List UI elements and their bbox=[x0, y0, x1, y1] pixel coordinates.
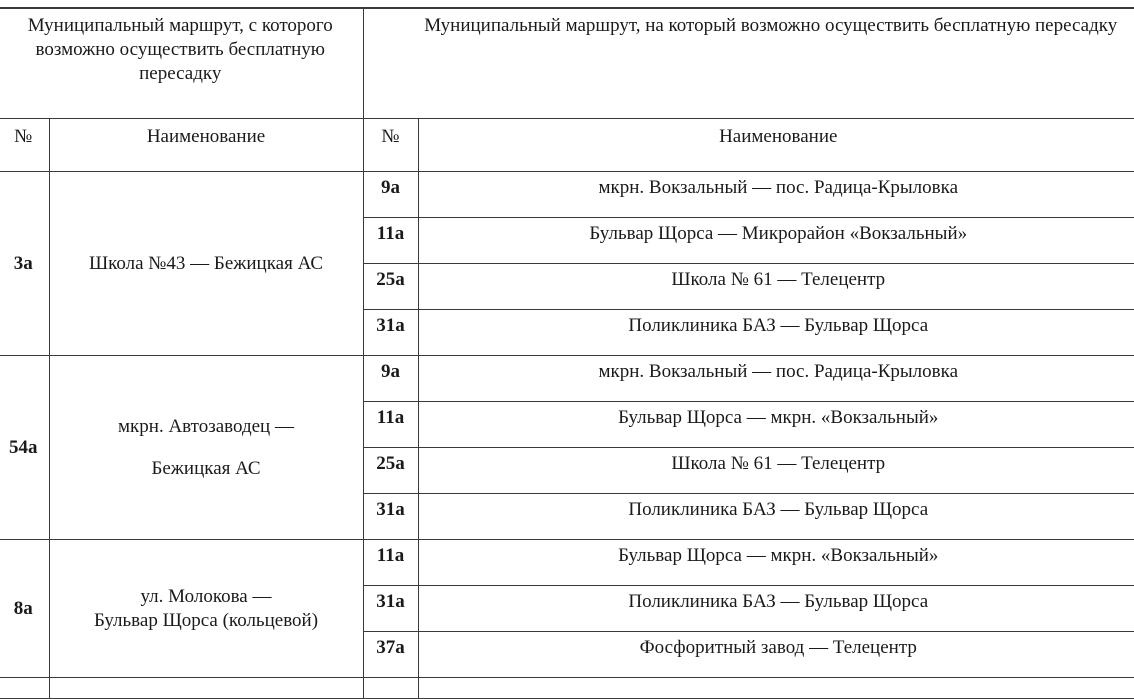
from-num-header: № bbox=[0, 119, 49, 172]
from-route-name bbox=[49, 172, 363, 356]
to-route-number: 11а bbox=[363, 540, 418, 586]
from-name-header: Наименование bbox=[49, 119, 363, 172]
from-route-name bbox=[49, 540, 363, 678]
to-route-name: Бульвар Щорса — Микрорайон «Вокзальный» bbox=[418, 218, 1134, 264]
from-route-header: Муниципальный маршрут, с которого возможно осуществить бесплатную пересадку bbox=[0, 8, 363, 119]
table-row bbox=[0, 540, 1134, 586]
subheader-row bbox=[0, 119, 1134, 172]
table-row bbox=[0, 172, 1134, 218]
table-row bbox=[0, 356, 1134, 402]
empty-cell bbox=[49, 678, 363, 699]
table-row-partial bbox=[0, 678, 1134, 699]
to-route-name: Бульвар Щорса — мкрн. «Вокзальный» bbox=[418, 402, 1134, 448]
to-route-number: 31а bbox=[363, 494, 418, 540]
from-route-name-line2: Бульвар Щорса (кольцевой) bbox=[93, 609, 319, 631]
from-route-name-line1: ул. Молокова — bbox=[140, 585, 272, 607]
from-route-number: 54а bbox=[0, 356, 49, 540]
to-route-name: мкрн. Вокзальный — пос. Радица-Крыловка bbox=[418, 356, 1134, 402]
route-transfer-table bbox=[0, 7, 1134, 699]
empty-cell bbox=[0, 678, 49, 699]
to-route-number: 25а bbox=[363, 264, 418, 310]
from-route-name-line1: Школа №43 — Бежицкая АС bbox=[88, 252, 324, 274]
to-route-header: Муниципальный маршрут, на который возможно осуществить бесплатную пересадку bbox=[363, 8, 1134, 119]
to-route-number: 25а bbox=[363, 448, 418, 494]
from-route-number: 8а bbox=[0, 540, 49, 678]
to-route-name: Фосфоритный завод — Телецентр bbox=[418, 632, 1134, 678]
to-route-name: Поликлиника БАЗ — Бульвар Щорса bbox=[418, 586, 1134, 632]
to-route-number: 11а bbox=[363, 218, 418, 264]
empty-cell bbox=[363, 678, 418, 699]
to-route-number: 31а bbox=[363, 310, 418, 356]
to-name-header: Наименование bbox=[418, 119, 1134, 172]
to-route-name: мкрн. Вокзальный — пос. Радица-Крыловка bbox=[418, 172, 1134, 218]
empty-cell bbox=[418, 678, 1134, 699]
to-route-number: 31а bbox=[363, 586, 418, 632]
to-route-number: 37а bbox=[363, 632, 418, 678]
to-route-number: 9а bbox=[363, 356, 418, 402]
to-route-name: Поликлиника БАЗ — Бульвар Щорса bbox=[418, 310, 1134, 356]
from-route-number: 3а bbox=[0, 172, 49, 356]
to-route-name: Поликлиника БАЗ — Бульвар Щорса bbox=[418, 494, 1134, 540]
from-route-name bbox=[49, 356, 363, 540]
header-row bbox=[0, 8, 1134, 119]
to-route-name: Бульвар Щорса — мкрн. «Вокзальный» bbox=[418, 540, 1134, 586]
to-num-header: № bbox=[363, 119, 418, 172]
from-route-name-line2: Бежицкая АС bbox=[151, 457, 261, 479]
to-route-name: Школа № 61 — Телецентр bbox=[418, 448, 1134, 494]
to-route-number: 11а bbox=[363, 402, 418, 448]
to-route-number: 9а bbox=[363, 172, 418, 218]
to-route-name: Школа № 61 — Телецентр bbox=[418, 264, 1134, 310]
from-route-name-line1: мкрн. Автозаводец — bbox=[118, 415, 294, 437]
